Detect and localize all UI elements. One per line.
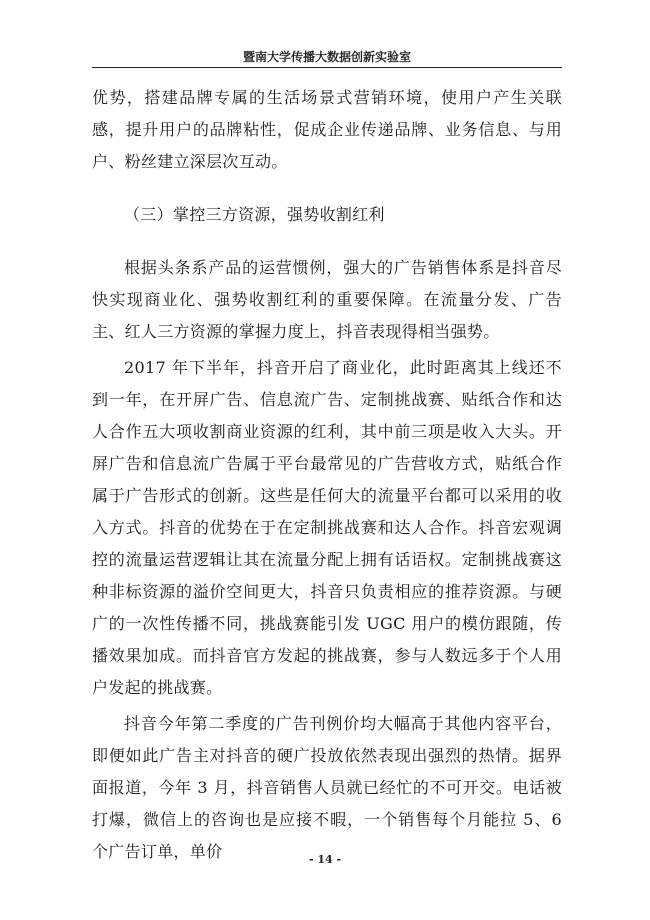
section-heading: （三）掌控三方资源，强势收割红利 (124, 205, 385, 224)
paragraph-1: 根据头条系产品的运营惯例，强大的广告销售体系是抖音尽快实现商业化、强势收割红利的重要保障。在流量分发、广告主、红人三方资源的掌握力度上，抖音表现得相当强势。 (92, 258, 562, 341)
header-rule (92, 67, 562, 68)
paragraph-continued: 优势，搭建品牌专属的生活场景式营销环境，使用户产生关联感，提升用户的品牌粘性，促成企业传递品牌、业务信息、与用户、粉丝建立深层次互动。 (92, 88, 562, 171)
paragraph-3: 抖音今年第二季度的广告刊例价均大幅高于其他内容平台，即便如此广告主对抖音的硬广投放依然表现出强烈的热情。据界面报道，今年 3 月，抖音销售人员就已经忙的不可开交。电话被打爆，微信上的咨询也是应接不暇，一个销售每个月能拉 5、6 个广告订单，单价 (92, 714, 562, 861)
page-number: - 14 - (308, 853, 342, 866)
running-header: 暨南大学传播大数据创新实验室 (242, 50, 411, 64)
page-body (92, 82, 562, 868)
paragraph-2: 2017 年下半年，抖音开启了商业化，此时距离其上线还不到一年，在开屏广告、信息流广告、定制挑战赛、贴纸合作和达人合作五大项收割商业资源的红利，其中前三项是收入大头。开屏广告和信息流广告属于平台最常见的广告营收方式，贴纸合作属于广告形式的创新。这些是任何大的流量平台都可以采用的收入方式。抖音的优势在于在定制挑战赛和达人合作。抖音宏观调控的流量运营逻辑让其在流量分配上拥有话语权。定制挑战赛这种非标资源的溢价空间更大，抖音只负责相应的推荐资源。与硬广的一次性传播不同，挑战赛能引发 UGC 用户的模仿跟随，传播效果加成。而抖音官方发起的挑战赛，参与人数远多于个人用户发起的挑战赛。 (92, 358, 562, 697)
